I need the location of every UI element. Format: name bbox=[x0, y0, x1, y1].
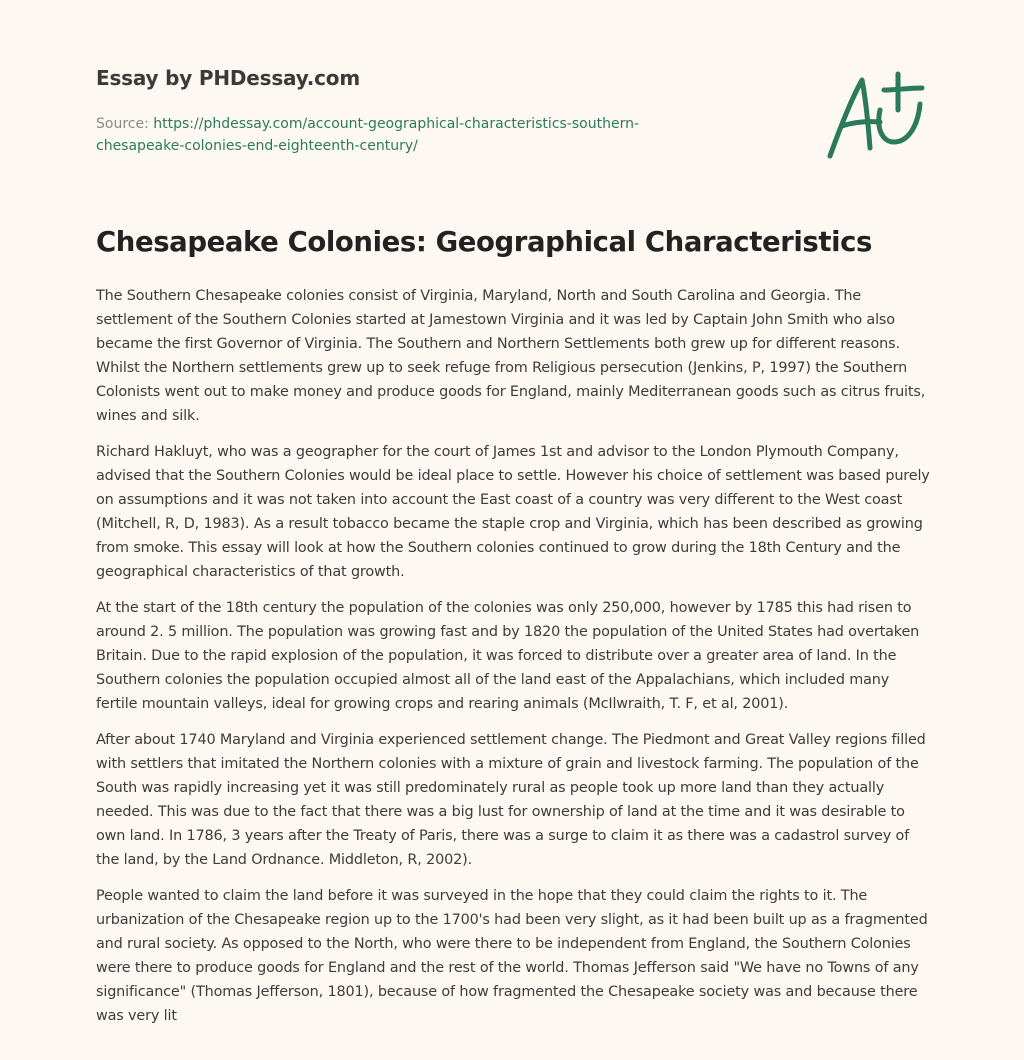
paragraph: After about 1740 Maryland and Virginia experienced settlement change. The Piedmont and Great Valley regions filled with settlers that imitated the Northern colonies with a mixture of grain and livestock farming. The population of the South was rapidly increasing yet it was still predominately rural as people took up more land than they actually needed. This was due to the fact that there was a big lust for ownership of land at the time and it was desirable to own land. In 1786, 3 years after the Treaty of Paris, there was a surge to claim it as there was a cadastrol survey of the land, by the Land Ordnance. Middleton, R, 2002). bbox=[96, 732, 926, 868]
source-link[interactable] bbox=[96, 116, 639, 154]
paragraph: People wanted to claim the land before it was surveyed in the hope that they could claim the rights to it. The urbanization of the Chesapeake region up to the 1700's had been very slight, as it had been built up as a fragmented and rural society. As opposed to the North, who were there to be independent from England, the Southern Colonies were there to produce goods for England and the rest of the world. Thomas Jefferson said "We have no Towns of any significance" (Thomas Jefferson, 1801), because of how fragmented the Chesapeake society was and because there was very lit bbox=[96, 888, 928, 1024]
source-link-line-2: chesapeake-colonies-end-eighteenth-century/ bbox=[96, 138, 418, 154]
paragraph: Richard Hakluyt, who was a geographer for the court of James 1st and advisor to the London Plymouth Company, advised that the Southern Colonies would be ideal place to settle. However his choice of settlement was based purely on assumptions and it was not taken into account the East coast of a country was very different to the West coast (Mitchell, R, D, 1983). As a result tobacco became the staple crop and Virginia, which has been described as growing from smoke. This essay will look at how the Southern colonies continued to grow during the 18th Century and the geographical characteristics of that growth. bbox=[96, 444, 930, 580]
source-label: Source: bbox=[96, 116, 154, 132]
source-line bbox=[96, 113, 736, 157]
article-body bbox=[96, 284, 930, 1040]
article-title: Chesapeake Colonies: Geographical Characteristics bbox=[96, 226, 872, 258]
paragraph: The Southern Chesapeake colonies consist of Virginia, Maryland, North and South Carolina and Georgia. The settlement of the Southern Colonies started at Jamestown Virginia and it was led by Captain John Smith who also became the first Governor of Virginia. The Southern and Northern Settlements both grew up for different reasons. Whilst the Northern settlements grew up to seek refuge from Religious persecution (Jenkins, P, 1997) the Southern Colonists went out to make money and produce goods for England, mainly Mediterranean goods such as citrus fruits, wines and silk. bbox=[96, 288, 926, 424]
source-link-line-1: https://phdessay.com/account-geographical-characteristics-southern- bbox=[153, 116, 639, 132]
site-brand: Essay by PHDessay.com bbox=[96, 66, 360, 90]
a-plus-grade-logo-icon bbox=[822, 66, 934, 166]
paragraph: At the start of the 18th century the population of the colonies was only 250,000, however by 1785 this had risen to around 2. 5 million. The population was growing fast and by 1820 the population of the United States had overtaken Britain. Due to the rapid explosion of the population, it was forced to distribute over a greater area of land. In the Southern colonies the population occupied almost all of the land east of the Appalachians, which included many fertile mountain valleys, ideal for growing crops and rearing animals (McIlwraith, T. F, et al, 2001). bbox=[96, 600, 920, 712]
